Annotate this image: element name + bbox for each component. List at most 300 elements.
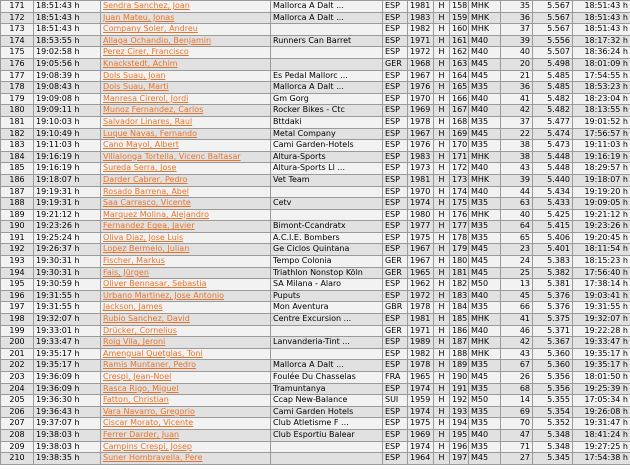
overall-rank-cell: 171: [450, 151, 469, 163]
rank-cell: 207: [1, 418, 34, 430]
club-cell: Puputs: [271, 290, 383, 302]
category-rank-cell: 44: [501, 186, 533, 198]
corrected-time-cell: 17:56:40 h: [573, 267, 630, 279]
nationality-cell: ESP: [383, 116, 408, 128]
sex-cell: H: [434, 441, 450, 453]
athlete-name-link[interactable]: Sendra Sanchez, Joan: [103, 1, 190, 10]
category-rank-cell: 41: [501, 314, 533, 326]
rank-cell: 193: [1, 256, 34, 268]
overall-rank-cell: 195: [450, 429, 469, 441]
athlete-name-link[interactable]: Rasca Rigo, Miguel: [103, 383, 179, 393]
time-cell: 19:36:43 h: [34, 406, 101, 418]
athlete-name-link[interactable]: Campins Crespi, Josep: [103, 441, 192, 451]
birth-year-cell: 1972: [408, 47, 434, 59]
sex-cell: H: [434, 209, 450, 221]
rank-cell: 188: [1, 198, 34, 210]
club-cell: Es Pedal Mallorc ...: [271, 70, 383, 82]
athlete-name-cell: [101, 395, 271, 407]
athlete-name-link[interactable]: Sureda Serra, Jose: [103, 163, 177, 173]
birth-year-cell: 1970: [408, 186, 434, 198]
category-cell: M45: [469, 128, 501, 140]
overall-rank-cell: 192: [450, 395, 469, 407]
category-rank-cell: 42: [501, 105, 533, 117]
club-cell: Ge Ciclos Quintana: [271, 244, 383, 256]
corrected-time-cell: 19:16:19 h: [573, 151, 630, 163]
club-cell: Bttdaki: [271, 116, 383, 128]
time-cell: 19:05:56 h: [34, 58, 101, 70]
athlete-name-link[interactable]: Fatton, Christian: [103, 395, 169, 405]
overall-rank-cell: 179: [450, 244, 469, 256]
athlete-name-cell: [101, 1, 271, 13]
athlete-name-link[interactable]: Allaga Ochandio, Benjamin: [103, 35, 212, 45]
time-cell: 19:30:31 h: [34, 267, 101, 279]
corrected-time-cell: 19:35:17 h: [573, 348, 630, 360]
category-cell: M40: [469, 325, 501, 337]
rank-cell: 198: [1, 314, 34, 326]
rank-cell: 176: [1, 58, 34, 70]
club-cell: Metal Company: [271, 128, 383, 140]
corrected-time-cell: 18:41:24 h: [573, 429, 630, 441]
table-row: [1, 221, 630, 233]
overall-rank-cell: 186: [450, 325, 469, 337]
rank-cell: 191: [1, 232, 34, 244]
athlete-name-link[interactable]: Ciscar Morato, Vicente: [103, 418, 194, 428]
athlete-name-link[interactable]: Ferrer Darder, Juan: [103, 429, 180, 439]
category-rank-cell: 36: [501, 82, 533, 94]
athlete-name-link[interactable]: Fischer, Markus: [103, 256, 165, 266]
athlete-name-link[interactable]: Lopez Bermelo, Julian: [103, 244, 190, 254]
corrected-time-cell: 19:32:07 h: [573, 314, 630, 326]
athlete-name-link[interactable]: Marquez Molina, Alejandro: [103, 209, 209, 219]
pace-cell: 5.375: [533, 314, 573, 326]
pace-cell: 5.474: [533, 128, 573, 140]
rank-cell: 192: [1, 244, 34, 256]
time-cell: 19:36:30 h: [34, 395, 101, 407]
corrected-time-cell: 19:27:25 h: [573, 441, 630, 453]
corrected-time-cell: 19:18:07 h: [573, 174, 630, 186]
table-row: [1, 128, 630, 140]
athlete-name-link[interactable]: Fernandez Egea, Javier: [103, 221, 195, 231]
athlete-name-cell: [101, 174, 271, 186]
club-cell: Bimont-Ccandratx: [271, 221, 383, 233]
birth-year-cell: 1975: [408, 232, 434, 244]
athlete-name-link[interactable]: Urbano Martinez, Jose Antonio: [103, 290, 225, 300]
category-rank-cell: 39: [501, 35, 533, 47]
athlete-name-cell: [101, 383, 271, 395]
overall-rank-cell: 182: [450, 279, 469, 291]
birth-year-cell: 1974: [408, 383, 434, 395]
athlete-name-link[interactable]: Fais, Jürgen: [103, 267, 149, 277]
table-row: [1, 441, 630, 453]
athlete-name-cell: [101, 406, 271, 418]
pace-cell: 5.381: [533, 279, 573, 291]
rank-cell: 181: [1, 116, 34, 128]
overall-rank-cell: 166: [450, 93, 469, 105]
time-cell: 19:18:07 h: [34, 174, 101, 186]
club-cell: Vet Team: [271, 174, 383, 186]
athlete-name-cell: [101, 337, 271, 349]
pace-cell: 5.354: [533, 406, 573, 418]
overall-rank-cell: 183: [450, 290, 469, 302]
time-cell: 19:08:43 h: [34, 82, 101, 94]
birth-year-cell: 1968: [408, 58, 434, 70]
athlete-name-link[interactable]: Dols Suau, Marti: [103, 82, 169, 92]
corrected-time-cell: 19:33:47 h: [573, 337, 630, 349]
rank-cell: 173: [1, 24, 34, 36]
sex-cell: H: [434, 82, 450, 94]
time-cell: 19:09:11 h: [34, 105, 101, 117]
athlete-name-link[interactable]: Juan Mateu, Jonas: [103, 12, 175, 22]
category-cell: M45: [469, 267, 501, 279]
category-rank-cell: 40: [501, 209, 533, 221]
time-cell: 18:53:55 h: [34, 35, 101, 47]
athlete-name-link[interactable]: Perez Cirer, Francisco: [103, 47, 189, 57]
athlete-name-cell: [101, 151, 271, 163]
sex-cell: H: [434, 267, 450, 279]
club-cell: [271, 47, 383, 59]
corrected-time-cell: 19:09:05 h: [573, 198, 630, 210]
corrected-time-cell: 19:20:45 h: [573, 232, 630, 244]
athlete-name-link[interactable]: Saa Carrasco, Vicente: [103, 198, 191, 208]
pace-cell: 5.567: [533, 12, 573, 24]
table-row: [1, 406, 630, 418]
sex-cell: H: [434, 360, 450, 372]
sex-cell: H: [434, 24, 450, 36]
corrected-time-cell: 17:54:55 h: [573, 70, 630, 82]
overall-rank-cell: 190: [450, 372, 469, 384]
time-cell: 19:26:37 h: [34, 244, 101, 256]
rank-cell: 175: [1, 47, 34, 59]
club-cell: [271, 58, 383, 70]
athlete-name-link[interactable]: Drücker, Cornelius: [103, 325, 177, 335]
rank-cell: 206: [1, 406, 34, 418]
overall-rank-cell: 189: [450, 360, 469, 372]
birth-year-cell: 1978: [408, 116, 434, 128]
athlete-name-cell: [101, 47, 271, 59]
athlete-name-link[interactable]: Munoz Fernandez, Carlos: [103, 105, 204, 115]
rank-cell: 203: [1, 372, 34, 384]
time-cell: 19:10:49 h: [34, 128, 101, 140]
category-cell: M35: [469, 116, 501, 128]
time-cell: 19:16:19 h: [34, 151, 101, 163]
nationality-cell: ESP: [383, 70, 408, 82]
club-cell: Club Atletisme F ...: [271, 418, 383, 430]
sex-cell: H: [434, 279, 450, 291]
category-rank-cell: 47: [501, 429, 533, 441]
nationality-cell: ESP: [383, 441, 408, 453]
athlete-name-link[interactable]: Knackstedt, Achim: [103, 58, 178, 68]
pace-cell: 5.356: [533, 372, 573, 384]
corrected-time-cell: 19:03:41 h: [573, 290, 630, 302]
sex-cell: H: [434, 58, 450, 70]
athlete-name-link[interactable]: Crespi, Jean-Noel: [103, 372, 172, 381]
time-cell: 19:37:07 h: [34, 418, 101, 430]
time-cell: 18:51:43 h: [34, 1, 101, 13]
time-cell: 19:23:26 h: [34, 221, 101, 233]
athlete-name-cell: [101, 325, 271, 337]
nationality-cell: ESP: [383, 290, 408, 302]
table-row: [1, 93, 630, 105]
athlete-name-link[interactable]: Company Soler, Andreu: [103, 24, 198, 34]
athlete-name-link[interactable]: Oliver Bennasar, Sebastia: [103, 279, 207, 289]
rank-cell: 204: [1, 383, 34, 395]
nationality-cell: ESP: [383, 82, 408, 94]
athlete-name-link[interactable]: Salvador Linares, Raul: [103, 116, 193, 126]
sex-cell: H: [434, 35, 450, 47]
corrected-time-cell: 17:05:34 h: [573, 395, 630, 407]
athlete-name-cell: [101, 279, 271, 291]
category-rank-cell: 22: [501, 128, 533, 140]
sex-cell: H: [434, 198, 450, 210]
birth-year-cell: 1975: [408, 418, 434, 430]
sex-cell: H: [434, 406, 450, 418]
corrected-time-cell: 18:15:23 h: [573, 256, 630, 268]
pace-cell: 5.485: [533, 70, 573, 82]
rank-cell: 196: [1, 290, 34, 302]
sex-cell: H: [434, 105, 450, 117]
club-cell: [271, 24, 383, 36]
rank-cell: 205: [1, 395, 34, 407]
nationality-cell: ESP: [383, 198, 408, 210]
time-cell: 19:25:24 h: [34, 232, 101, 244]
nationality-cell: ESP: [383, 105, 408, 117]
sex-cell: H: [434, 302, 450, 314]
rank-cell: 187: [1, 186, 34, 198]
athlete-name-link[interactable]: Manresa Cirerol, Jordi: [103, 93, 189, 103]
birth-year-cell: 1969: [408, 105, 434, 117]
overall-rank-cell: 181: [450, 267, 469, 279]
category-rank-cell: 38: [501, 151, 533, 163]
athlete-name-cell: [101, 35, 271, 47]
club-cell: [271, 209, 383, 221]
athlete-name-link[interactable]: Suner Hombravella, Pere: [103, 453, 203, 463]
category-cell: M45: [469, 70, 501, 82]
pace-cell: 5.482: [533, 93, 573, 105]
nationality-cell: ESP: [383, 209, 408, 221]
pace-cell: 5.473: [533, 140, 573, 152]
pace-cell: 5.448: [533, 163, 573, 175]
category-cell: M40: [469, 163, 501, 175]
club-cell: Gm Gorg: [271, 93, 383, 105]
corrected-time-cell: 18:36:24 h: [573, 47, 630, 59]
category-rank-cell: 23: [501, 244, 533, 256]
pace-cell: 5.448: [533, 151, 573, 163]
birth-year-cell: 1980: [408, 209, 434, 221]
club-cell: Triathlon Nonstop Köln: [271, 267, 383, 279]
athlete-name-link[interactable]: Dols Suau, Joan: [103, 70, 166, 80]
athlete-name-cell: [101, 93, 271, 105]
corrected-time-cell: 19:22:28 h: [573, 325, 630, 337]
category-rank-cell: 45: [501, 290, 533, 302]
athlete-name-link[interactable]: Jackson, James: [103, 302, 163, 312]
nationality-cell: ESP: [383, 337, 408, 349]
nationality-cell: GER: [383, 267, 408, 279]
category-rank-cell: 27: [501, 453, 533, 465]
nationality-cell: ESP: [383, 348, 408, 360]
pace-cell: 5.376: [533, 290, 573, 302]
nationality-cell: GER: [383, 325, 408, 337]
overall-rank-cell: 193: [450, 406, 469, 418]
overall-rank-cell: 185: [450, 314, 469, 326]
rank-cell: 184: [1, 151, 34, 163]
birth-year-cell: 1976: [408, 82, 434, 94]
corrected-time-cell: 19:26:08 h: [573, 406, 630, 418]
athlete-name-cell: [101, 140, 271, 152]
table-row: [1, 360, 630, 372]
overall-rank-cell: 194: [450, 418, 469, 430]
category-cell: M35: [469, 140, 501, 152]
time-cell: 18:51:43 h: [34, 24, 101, 36]
table-row: [1, 140, 630, 152]
category-rank-cell: 24: [501, 256, 533, 268]
club-cell: Ccap New-Balance: [271, 395, 383, 407]
sex-cell: H: [434, 70, 450, 82]
sex-cell: H: [434, 383, 450, 395]
pace-cell: 5.482: [533, 105, 573, 117]
sex-cell: H: [434, 325, 450, 337]
birth-year-cell: 1973: [408, 163, 434, 175]
sex-cell: H: [434, 1, 450, 13]
birth-year-cell: 1969: [408, 429, 434, 441]
nationality-cell: ESP: [383, 47, 408, 59]
time-cell: 19:31:55 h: [34, 290, 101, 302]
overall-rank-cell: 177: [450, 221, 469, 233]
category-cell: M40: [469, 35, 501, 47]
corrected-time-cell: 19:01:52 h: [573, 116, 630, 128]
athlete-name-link[interactable]: Oliva Diaz, Jose Luis: [103, 232, 184, 242]
overall-rank-cell: 180: [450, 256, 469, 268]
table-row: [1, 174, 630, 186]
table-row: [1, 325, 630, 337]
overall-rank-cell: 196: [450, 441, 469, 453]
time-cell: 18:51:43 h: [34, 12, 101, 24]
table-row: [1, 418, 630, 430]
athlete-name-link[interactable]: Roig Vila, Jeroni: [103, 337, 166, 347]
category-rank-cell: 21: [501, 70, 533, 82]
athlete-name-link[interactable]: Villalonga Tortella, Vicenc Baltasar: [103, 151, 241, 161]
category-cell: M35: [469, 302, 501, 314]
category-cell: M45: [469, 58, 501, 70]
category-cell: M45: [469, 372, 501, 384]
rank-cell: 210: [1, 453, 34, 465]
sex-cell: H: [434, 348, 450, 360]
club-cell: Cami Garden Hotels: [271, 406, 383, 418]
club-cell: Foulée Du Chasselas: [271, 372, 383, 384]
category-cell: M45: [469, 453, 501, 465]
overall-rank-cell: 159: [450, 12, 469, 24]
table-row: [1, 267, 630, 279]
athlete-name-link[interactable]: Rubio Sanchez, David: [103, 314, 190, 324]
corrected-time-cell: 19:25:39 h: [573, 383, 630, 395]
nationality-cell: ESP: [383, 232, 408, 244]
athlete-name-link[interactable]: Luque Navas, Fernando: [103, 128, 198, 138]
pace-cell: 5.556: [533, 35, 573, 47]
time-cell: 19:31:55 h: [34, 302, 101, 314]
pace-cell: 5.477: [533, 116, 573, 128]
club-cell: [271, 325, 383, 337]
pace-cell: 5.383: [533, 256, 573, 268]
pace-cell: 5.376: [533, 302, 573, 314]
table-row: [1, 116, 630, 128]
nationality-cell: ESP: [383, 453, 408, 465]
overall-rank-cell: 162: [450, 47, 469, 59]
rank-cell: 180: [1, 105, 34, 117]
sex-cell: H: [434, 372, 450, 384]
athlete-name-link[interactable]: Vara Navarro, Gregorio: [103, 406, 195, 416]
category-cell: MHK: [469, 314, 501, 326]
corrected-time-cell: 17:54:38 h: [573, 453, 630, 465]
athlete-name-link[interactable]: Amengual Quetglas, Toni: [103, 348, 203, 358]
pace-cell: 5.352: [533, 418, 573, 430]
table-row: [1, 395, 630, 407]
results-table-body: [1, 1, 630, 465]
rank-cell: 186: [1, 174, 34, 186]
athlete-name-cell: [101, 360, 271, 372]
time-cell: 19:38:03 h: [34, 429, 101, 441]
sex-cell: H: [434, 418, 450, 430]
sex-cell: H: [434, 453, 450, 465]
table-row: [1, 453, 630, 465]
athlete-name-cell: [101, 314, 271, 326]
corrected-time-cell: 17:38:14 h: [573, 279, 630, 291]
category-rank-cell: 37: [501, 24, 533, 36]
nationality-cell: ESP: [383, 128, 408, 140]
time-cell: 19:11:03 h: [34, 140, 101, 152]
birth-year-cell: 1971: [408, 325, 434, 337]
club-cell: Cetv: [271, 198, 383, 210]
pace-cell: 5.367: [533, 337, 573, 349]
club-cell: Altura-Sports Ll ...: [271, 163, 383, 175]
nationality-cell: ESP: [383, 1, 408, 13]
pace-cell: 5.498: [533, 58, 573, 70]
athlete-name-link[interactable]: Cano Mayol, Albert: [103, 140, 179, 150]
club-cell: Mallorca A Dalt ...: [271, 1, 383, 13]
category-cell: M35: [469, 406, 501, 418]
nationality-cell: ESP: [383, 35, 408, 47]
club-cell: Mallorca A Dalt ...: [271, 82, 383, 94]
athlete-name-cell: [101, 105, 271, 117]
athlete-name-link[interactable]: Darder Cabrer, Pedro: [103, 174, 188, 184]
corrected-time-cell: 18:51:43 h: [573, 12, 630, 24]
sex-cell: H: [434, 337, 450, 349]
rank-cell: 171: [1, 1, 34, 13]
category-cell: MHK: [469, 24, 501, 36]
overall-rank-cell: 160: [450, 24, 469, 36]
nationality-cell: FRA: [383, 372, 408, 384]
pace-cell: 5.415: [533, 221, 573, 233]
club-cell: Tramuntanya: [271, 383, 383, 395]
pace-cell: 5.507: [533, 47, 573, 59]
athlete-name-cell: [101, 24, 271, 36]
birth-year-cell: 1967: [408, 256, 434, 268]
rank-cell: 209: [1, 441, 34, 453]
birth-year-cell: 1977: [408, 221, 434, 233]
nationality-cell: ESP: [383, 186, 408, 198]
overall-rank-cell: 184: [450, 302, 469, 314]
category-cell: M45: [469, 256, 501, 268]
time-cell: 19:19:31 h: [34, 186, 101, 198]
sex-cell: H: [434, 140, 450, 152]
nationality-cell: ESP: [383, 151, 408, 163]
category-rank-cell: 25: [501, 267, 533, 279]
athlete-name-cell: [101, 429, 271, 441]
birth-year-cell: 1983: [408, 12, 434, 24]
athlete-name-cell: [101, 186, 271, 198]
athlete-name-link[interactable]: Rosado Barrena, Abel: [103, 186, 190, 196]
overall-rank-cell: 197: [450, 453, 469, 465]
athlete-name-link[interactable]: Ramis Muntaner, Pedro: [103, 360, 197, 370]
category-cell: M35: [469, 360, 501, 372]
